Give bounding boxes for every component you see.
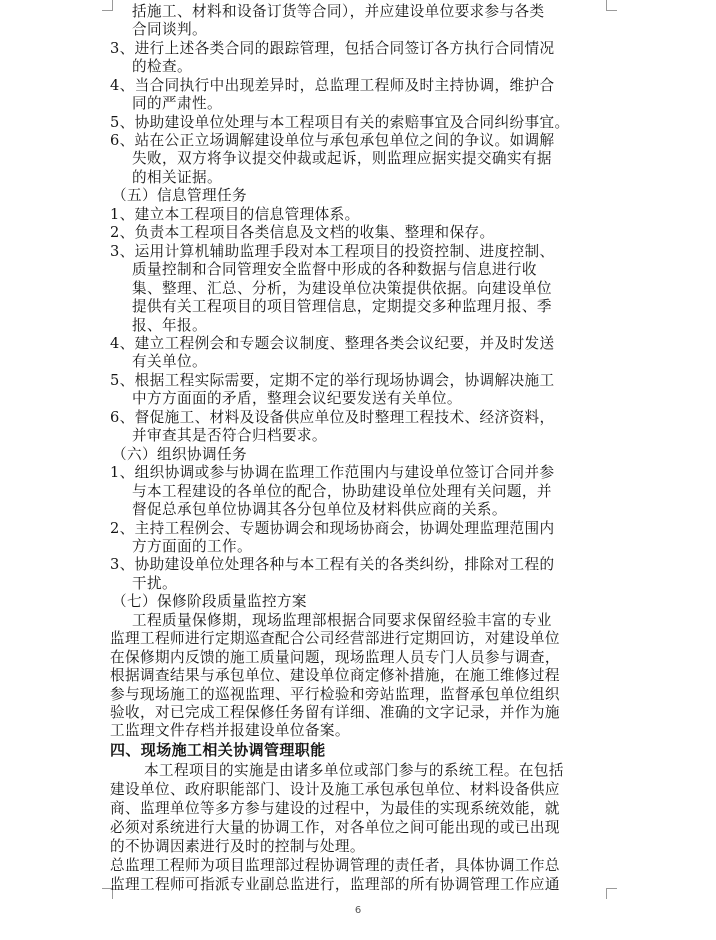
text-line: 监理工程师进行定期巡查配合公司经营部进行定期回访，对建设单位 xyxy=(110,630,560,647)
text-line: 3、协助建设单位处理各种与本工程有关的各类纠纷，排除对工程的 xyxy=(110,556,555,573)
text-line: 督促总承包单位协调其各分包单位及材料供应商的关系。 xyxy=(132,501,507,518)
text-line: 4、当合同执行中出现差异时，总监理工程师及时主持协调，维护合 xyxy=(110,77,555,94)
page-number: 6 xyxy=(354,905,362,916)
text-line: 验收，对已完成工程保修任务留有详细、准确的文字记录，并作为施 xyxy=(110,704,560,721)
text-line: 合同谈判。 xyxy=(132,21,207,38)
text-line: 括施工、材料和设备订货等合同），并应建设单位要求参与各类 xyxy=(132,3,545,20)
text-line: 1、建立本工程项目的信息管理体系。 xyxy=(110,206,360,223)
text-line: 5、根据工程实际需要，定期不定的举行现场协调会，协调解决施工 xyxy=(110,372,555,389)
text-line: 干扰。 xyxy=(132,575,177,592)
text-line: 3、进行上述各类合同的跟踪管理，包括合同签订各方执行合同情况 xyxy=(110,40,555,57)
text-line: 1、组织协调或参与协调在监理工作范围内与建设单位签订合同并参 xyxy=(110,464,555,481)
text-line: 同的严肃性。 xyxy=(132,95,222,112)
text-line: 根据调查结果与承包单位、建设单位商定修补措施，在施工维修过程 xyxy=(110,667,560,684)
text-line: 的不协调因素进行及时的控制与处理。 xyxy=(110,838,365,855)
text-line: 集、整理、汇总、分析，为建设单位决策提供依据。向建设单位 xyxy=(132,280,552,297)
text-line: 的检查。 xyxy=(132,58,192,75)
text-line: 工监理文件存档并报建设单位备案。 xyxy=(110,722,350,739)
text-line: 商、监理单位等多方参与建设的过程中，为最佳的实现系统效能，就 xyxy=(110,800,560,817)
text-line: 必须对系统进行大量的协调工作，对各单位之间可能出现的或已出现 xyxy=(110,819,560,836)
text-line: 质量控制和合同管理安全监督中形成的各种数据与信息进行收 xyxy=(132,261,537,278)
text-line: （五）信息管理任务 xyxy=(112,187,247,204)
text-line: 6、站在公正立场调解建设单位与承包承包单位之间的争议。如调解 xyxy=(110,132,555,149)
text-line: 2、主持工程例会、专题协调会和现场协商会，协调处理监理范围内 xyxy=(110,520,555,537)
text-line: 6、督促施工、材料及设备供应单位及时整理工程技术、经济资料， xyxy=(110,409,555,426)
text-line: 4、建立工程例会和专题会议制度、整理各类会议纪要，并及时发送 xyxy=(110,335,555,352)
text-line: 中方方面面的矛盾，整理会议纪要发送有关单位。 xyxy=(132,390,462,407)
section-heading: 四、现场施工相关协调管理职能 xyxy=(110,741,326,759)
text-line: （七）保修阶段质量监控方案 xyxy=(112,593,307,610)
margin-mark-bottom-right xyxy=(606,888,617,899)
text-line: 方方面面的工作。 xyxy=(132,538,252,555)
text-line: 5、协助建设单位处理与本工程项目有关的索赔事宜及合同纠纷事宜。 xyxy=(110,114,570,131)
text-line: 在保修期内反馈的施工质量问题，现场监理人员专门人员参与调查， xyxy=(110,649,560,666)
text-line: 与本工程建设的各单位的配合，协助建设单位处理有关问题，并 xyxy=(132,483,552,500)
text-line: 失败，双方将争议提交仲裁或起诉，则监理应据实提交确实有据 xyxy=(132,150,552,167)
text-line: 监理工程师可指派专业副总监进行，监理部的所有协调管理工作应通 xyxy=(110,876,560,893)
margin-mark-top-right xyxy=(606,0,617,11)
text-line: 3、运用计算机辅助监理手段对本工程项目的投资控制、进度控制、 xyxy=(110,243,555,260)
text-line: 2、负责本工程项目各类信息及文档的收集、整理和保存。 xyxy=(110,224,495,241)
text-line: 提供有关工程项目的项目管理信息，定期提交多种监理月报、季 xyxy=(132,298,552,315)
text-line: 有关单位。 xyxy=(132,353,207,370)
text-line: 并审查其是否符合归档要求。 xyxy=(132,427,327,444)
text-line: 参与现场施工的巡视监理、平行检验和旁站监理，监督承包单位组织 xyxy=(110,686,560,703)
margin-mark-top-left xyxy=(102,0,113,11)
text-line: 总监理工程师为项目监理部过程协调管理的责任者，具体协调工作总 xyxy=(110,857,560,874)
text-line: （六）组织协调任务 xyxy=(112,446,247,463)
text-line: 报、年报。 xyxy=(132,317,207,334)
text-line: 工程质量保修期，现场监理部根据合同要求保留经验丰富的专业 xyxy=(132,612,552,629)
text-line: 本工程项目的实施是由诸多单位或部门参与的系统工程。在包括 xyxy=(144,762,564,779)
text-line: 建设单位、政府职能部门、设计及施工承包承包单位、材料设备供应 xyxy=(110,781,560,798)
text-line: 的相关证据。 xyxy=(132,169,222,186)
